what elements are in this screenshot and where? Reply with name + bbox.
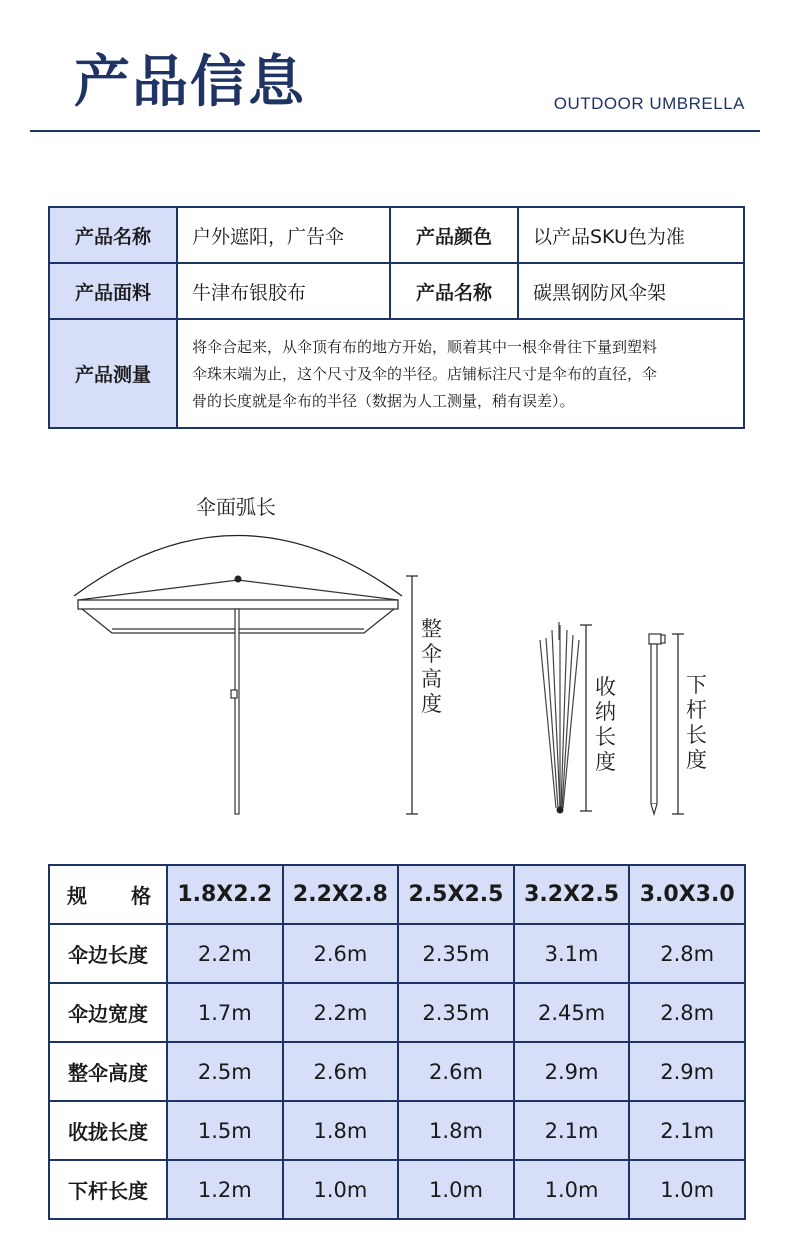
spec-row [49, 1101, 745, 1160]
info-label: 产品名称 [49, 207, 177, 263]
spec-cell: 1.8m [398, 1101, 514, 1160]
spec-cell: 1.2m [167, 1160, 283, 1219]
spec-row-label: 伞边长度 [49, 924, 167, 983]
measurement-description [177, 319, 744, 428]
spec-row-label: 下杆长度 [49, 1160, 167, 1219]
folded-dimension [580, 625, 592, 811]
pole-label-char: 长 [686, 723, 707, 747]
spec-cell: 2.2m [283, 983, 399, 1042]
spec-cell: 2.35m [398, 983, 514, 1042]
spec-cell: 2.8m [629, 983, 745, 1042]
height-dimension [406, 576, 418, 814]
spec-cell: 3.1m [514, 924, 630, 983]
spec-row [49, 983, 745, 1042]
canopy-arc [74, 536, 402, 597]
corner-char: 格 [131, 884, 151, 908]
folded-label-char: 纳 [595, 700, 616, 724]
spec-cell: 2.6m [283, 924, 399, 983]
folded-label-char: 度 [595, 750, 616, 774]
spec-cell: 2.9m [514, 1042, 630, 1101]
spec-corner-label [49, 865, 167, 924]
header-divider [30, 130, 760, 132]
spec-cell: 1.5m [167, 1101, 283, 1160]
folded-tip [557, 807, 564, 814]
spec-row [49, 924, 745, 983]
spec-cell: 1.0m [283, 1160, 399, 1219]
corner-char: 规 [67, 884, 87, 908]
info-row [49, 263, 744, 319]
size-header: 2.2X2.8 [283, 865, 399, 924]
size-header: 3.0X3.0 [629, 865, 745, 924]
product-info-table [48, 206, 745, 429]
spec-cell: 1.0m [398, 1160, 514, 1219]
canopy-finial [235, 576, 242, 583]
spec-row-label: 伞边宽度 [49, 983, 167, 1042]
spec-cell: 1.0m [514, 1160, 630, 1219]
folded-label-char: 收 [595, 675, 616, 699]
height-label-char: 伞 [421, 642, 442, 666]
info-row [49, 319, 744, 428]
spec-cell: 1.7m [167, 983, 283, 1042]
arc-label: 伞面弧长 [196, 495, 276, 519]
info-value: 碳黑钢防风伞架 [518, 263, 744, 319]
description-line: 将伞合起来，从伞顶有布的地方开始，顺着其中一根伞骨往下量到塑料 [192, 338, 658, 356]
spec-row-label: 整伞高度 [49, 1042, 167, 1101]
pole-label-char: 杆 [686, 698, 707, 722]
spec-cell: 2.35m [398, 924, 514, 983]
pole-label-char: 下 [686, 673, 707, 697]
spec-cell: 2.8m [629, 924, 745, 983]
pole-dimension [672, 634, 684, 814]
lower-pole [649, 634, 665, 814]
spec-table [48, 864, 746, 1220]
spec-header-row [49, 865, 745, 924]
description-line: 骨的长度就是伞布的半径（数据为人工测量，稍有误差）。 [192, 392, 575, 410]
spec-cell: 2.5m [167, 1042, 283, 1101]
info-value: 以产品SKU色为准 [518, 207, 744, 263]
info-value: 户外遮阳，广告伞 [177, 207, 390, 263]
height-label-char: 高 [421, 667, 442, 691]
page-title: 产品信息 [74, 50, 306, 115]
size-header: 1.8X2.2 [167, 865, 283, 924]
folded-label-char: 长 [595, 725, 616, 749]
spec-row-label: 收拢长度 [49, 1101, 167, 1160]
size-header: 2.5X2.5 [398, 865, 514, 924]
spec-cell: 2.1m [514, 1101, 630, 1160]
umbrella-diagram [0, 480, 790, 830]
info-label: 产品颜色 [390, 207, 518, 263]
spec-cell: 1.8m [283, 1101, 399, 1160]
page-subtitle: OUTDOOR UMBRELLA [553, 94, 745, 113]
spec-cell: 2.9m [629, 1042, 745, 1101]
spec-cell: 2.45m [514, 983, 630, 1042]
spec-row [49, 1160, 745, 1219]
folded-umbrella [540, 622, 579, 808]
spec-cell: 2.2m [167, 924, 283, 983]
height-label-char: 整 [421, 617, 442, 641]
spec-cell: 2.1m [629, 1101, 745, 1160]
spec-cell: 2.6m [283, 1042, 399, 1101]
info-row [49, 207, 744, 263]
spec-cell: 1.0m [629, 1160, 745, 1219]
info-label: 产品名称 [390, 263, 518, 319]
size-header: 3.2X2.5 [514, 865, 630, 924]
pole-label-char: 度 [686, 748, 707, 772]
spec-row [49, 1042, 745, 1101]
info-label: 产品测量 [49, 319, 177, 428]
spec-cell: 2.6m [398, 1042, 514, 1101]
info-label: 产品面料 [49, 263, 177, 319]
height-label-char: 度 [421, 692, 442, 716]
umbrella-pole [231, 609, 239, 814]
info-value: 牛津布银胶布 [177, 263, 390, 319]
description-line: 伞珠末端为止，这个尺寸及伞的半径。店铺标注尺寸是伞布的直径，伞 [192, 365, 658, 383]
